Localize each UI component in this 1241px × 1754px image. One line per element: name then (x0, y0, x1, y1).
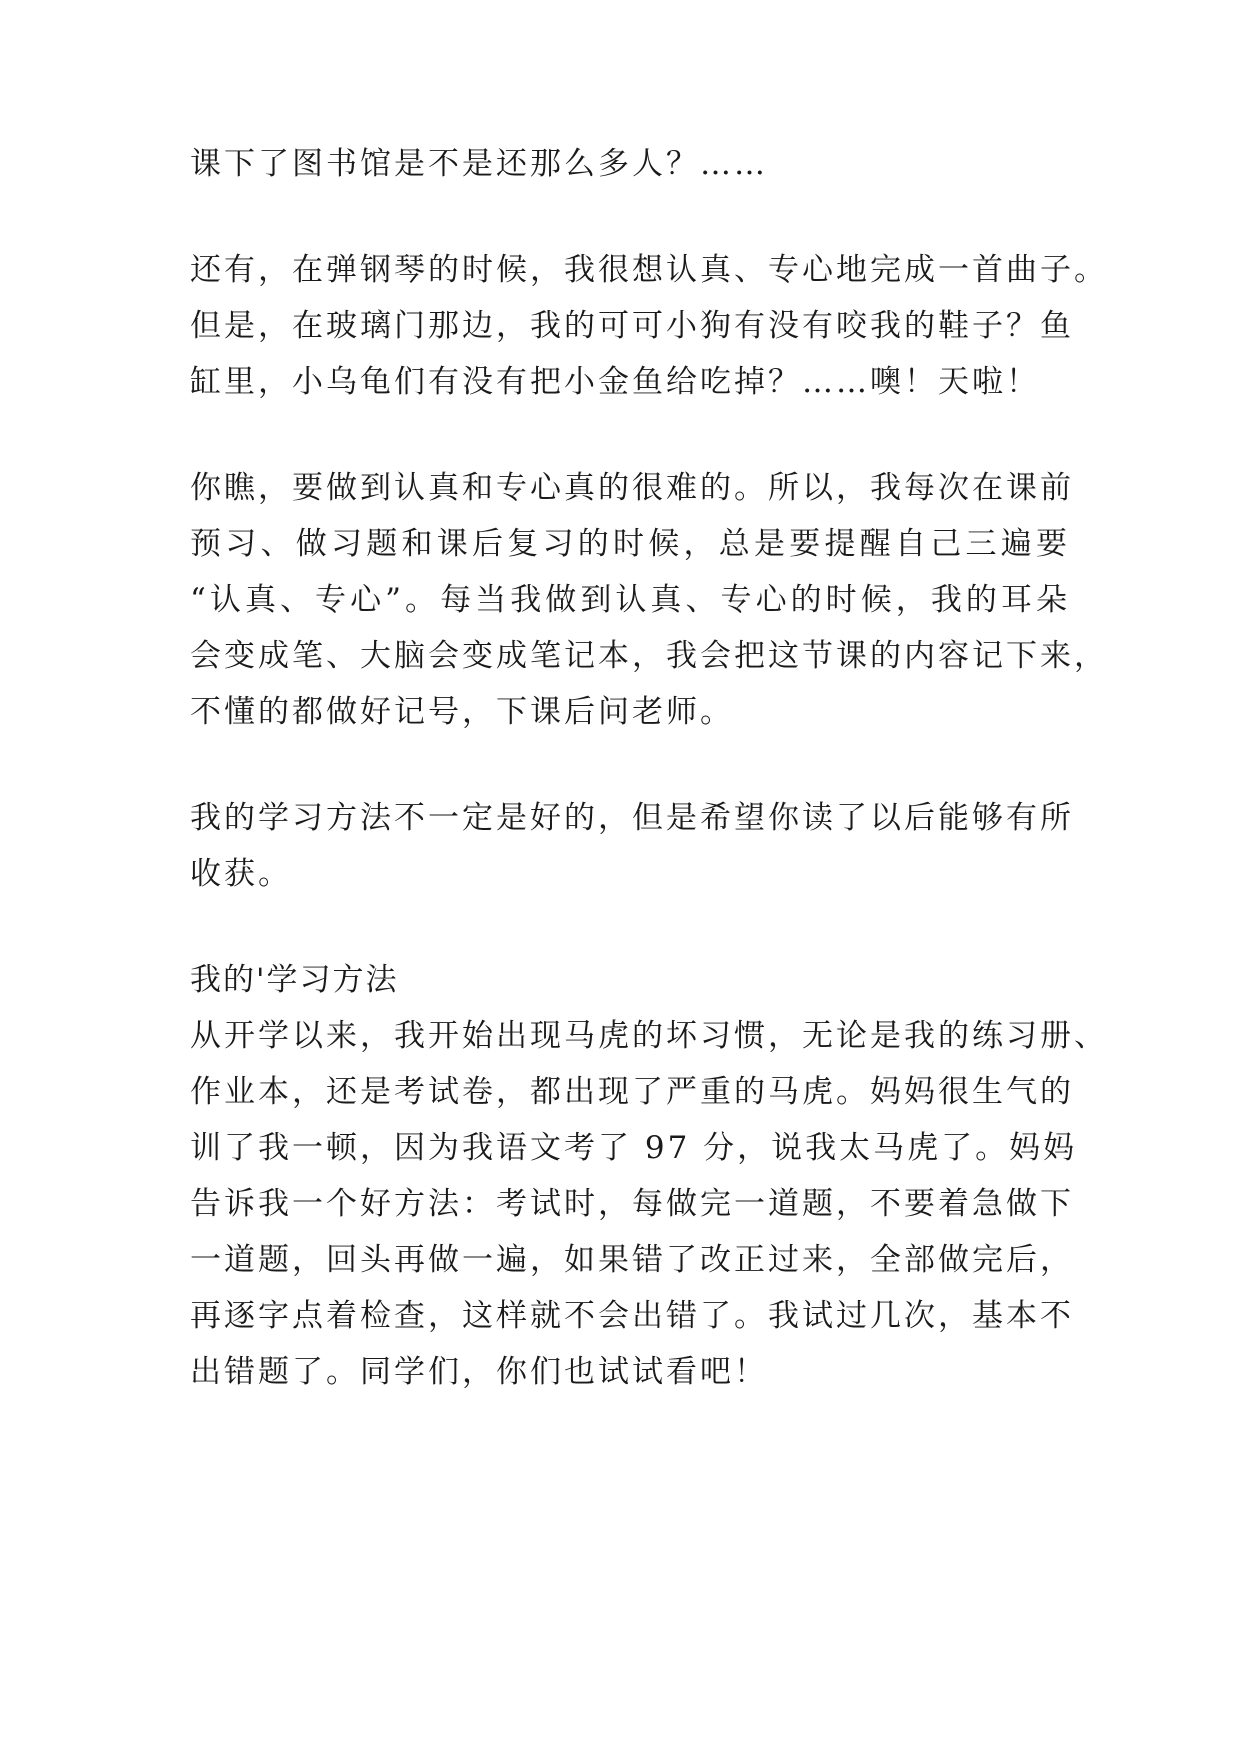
paragraph-1-line-1: 课下了图书馆是不是还那么多人？…… (190, 146, 768, 182)
paragraph-3-line-3: “认真、专心”。每当我做到认真、专心的时候，我的耳朵 (190, 582, 1070, 618)
paragraph-4-line-2: 收获。 (190, 856, 292, 892)
paragraph-3-line-5: 不懂的都做好记号，下课后问老师。 (190, 694, 734, 730)
paragraph-5-line-2: 作业本，还是考试卷，都出现了严重的马虎。妈妈很生气的 (190, 1074, 1074, 1110)
paragraph-5-line-6: 再逐字点着检查，这样就不会出错了。我试过几次，基本不 (190, 1298, 1074, 1334)
paragraph-3-line-2: 预习、做习题和课后复习的时候，总是要提醒自己三遍要 (190, 526, 1070, 562)
paragraph-3-line-4: 会变成笔、大脑会变成笔记本，我会把这节课的内容记下来， (190, 638, 1108, 674)
section-title: 我的'学习方法 (190, 962, 399, 998)
paragraph-2-line-3: 缸里，小乌龟们有没有把小金鱼给吃掉？……噢！天啦！ (190, 364, 1040, 400)
paragraph-5-line-7: 出错题了。同学们，你们也试试看吧！ (190, 1354, 768, 1390)
paragraph-5-line-3: 训了我一顿，因为我语文考了 97 分，说我太马虎了。妈妈 (190, 1130, 1078, 1166)
paragraph-5-line-4: 告诉我一个好方法：考试时，每做完一道题，不要着急做下 (190, 1186, 1074, 1222)
paragraph-2-line-2: 但是，在玻璃门那边，我的可可小狗有没有咬我的鞋子？鱼 (190, 308, 1074, 344)
paragraph-5-line-1: 从开学以来，我开始出现马虎的坏习惯，无论是我的练习册、 (190, 1018, 1108, 1054)
paragraph-5-line-5: 一道题，回头再做一遍，如果错了改正过来，全部做完后， (190, 1242, 1074, 1278)
paragraph-2-line-1: 还有，在弹钢琴的时候，我很想认真、专心地完成一首曲子。 (190, 252, 1108, 288)
paragraph-4-line-1: 我的学习方法不一定是好的，但是希望你读了以后能够有所 (190, 800, 1074, 836)
paragraph-3-line-1: 你瞧，要做到认真和专心真的很难的。所以，我每次在课前 (190, 470, 1074, 506)
